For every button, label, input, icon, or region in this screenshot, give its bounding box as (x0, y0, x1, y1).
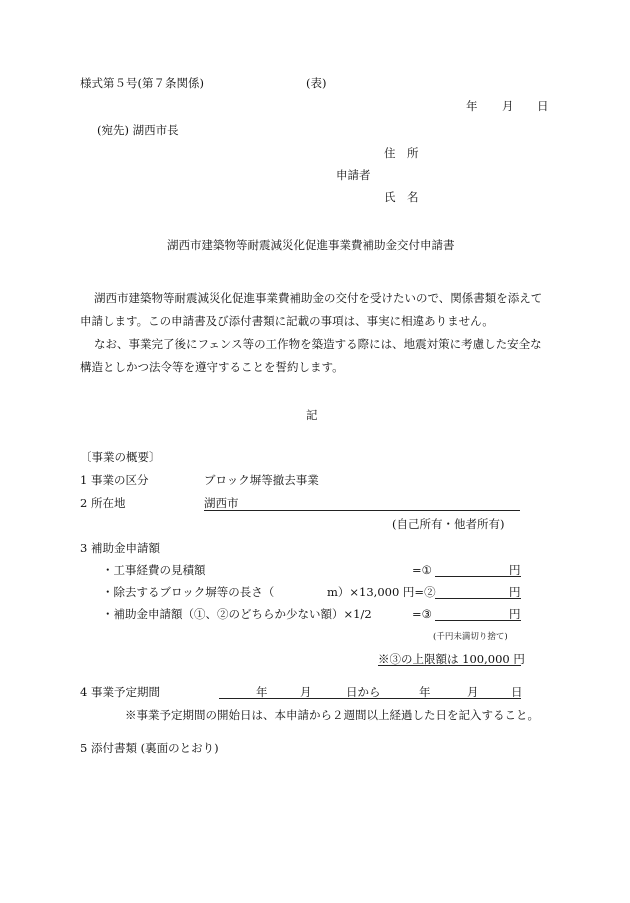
length-unit-formula: m）×13,000 円=② (327, 585, 436, 599)
limit-note: ※③の上限額は 100,000 円 (378, 652, 525, 666)
period-end-day: 日 (511, 685, 523, 699)
document-title: 湖西市建築物等耐震減災化促進事業費補助金交付申請書 (167, 238, 455, 252)
estimate-label: ・工事経費の見積額 (102, 563, 206, 577)
item1-label: 1 事業の区分 (80, 473, 149, 487)
length-yen: 円 (509, 585, 521, 599)
item2-value: 湖西市 (204, 496, 239, 510)
item1-value: ブロック塀等撤去事業 (204, 473, 319, 487)
body-line-2: 申請します。この申請書及び添付書類に記載の事項は、事実に相違ありません。 (80, 314, 494, 328)
period-end-year: 年 (419, 685, 431, 699)
period-start-day: 日から (346, 685, 381, 699)
name-label: 氏 名 (384, 190, 419, 204)
body-line-3: なお、事業完了後にフェンス等の工作物を築造する際には、地震対策に考慮した安全な (94, 337, 542, 351)
subsidy-label: ・補助金申請額（①、②のどちらか少ない額）×1/2 (102, 607, 372, 621)
date-month-label: 月 (502, 99, 514, 113)
period-end-month: 月 (467, 685, 479, 699)
date-year-label: 年 (466, 99, 478, 113)
ki-heading: 記 (306, 408, 318, 422)
subsidy-ref: =③ (412, 607, 432, 621)
length-label: ・除去するブロック塀等の長さ（ (102, 585, 275, 599)
addressee: (宛先) 湖西市長 (97, 123, 179, 137)
date-day-label: 日 (537, 99, 549, 113)
body-line-1: 湖西市建築物等耐震減災化促進事業費補助金の交付を受けたいので、関係書類を添えて (94, 291, 543, 305)
item2-label: 2 所在地 (80, 496, 126, 510)
estimate-yen: 円 (509, 563, 521, 577)
form-number: 様式第５号(第７条関係) (80, 76, 204, 90)
applicant-label: 申請者 (336, 168, 371, 182)
period-note: ※事業予定期間の開始日は、本申請から２週間以上経過した日を記入すること。 (125, 708, 539, 722)
overview-heading: 〔事業の概要〕 (80, 450, 161, 464)
body-line-4: 構造としかつ法令等を遵守することを誓約します。 (80, 360, 344, 374)
item5-label: 5 添付書類 (裏面のとおり) (80, 741, 219, 755)
rounding-note: (千円未満切り捨て) (433, 632, 508, 642)
period-start-month: 月 (300, 685, 312, 699)
item3-label: 3 補助金申請額 (80, 541, 160, 555)
item4-label: 4 事業予定期間 (80, 685, 160, 699)
address-label: 住 所 (384, 146, 419, 160)
location-underline (204, 510, 520, 511)
period-start-year: 年 (256, 685, 268, 699)
front-side-label: (表) (306, 76, 327, 90)
ownership-note: (自己所有・他者所有) (392, 517, 505, 531)
limit-underline (378, 665, 521, 666)
estimate-ref: =① (412, 563, 432, 577)
subsidy-yen: 円 (509, 607, 521, 621)
